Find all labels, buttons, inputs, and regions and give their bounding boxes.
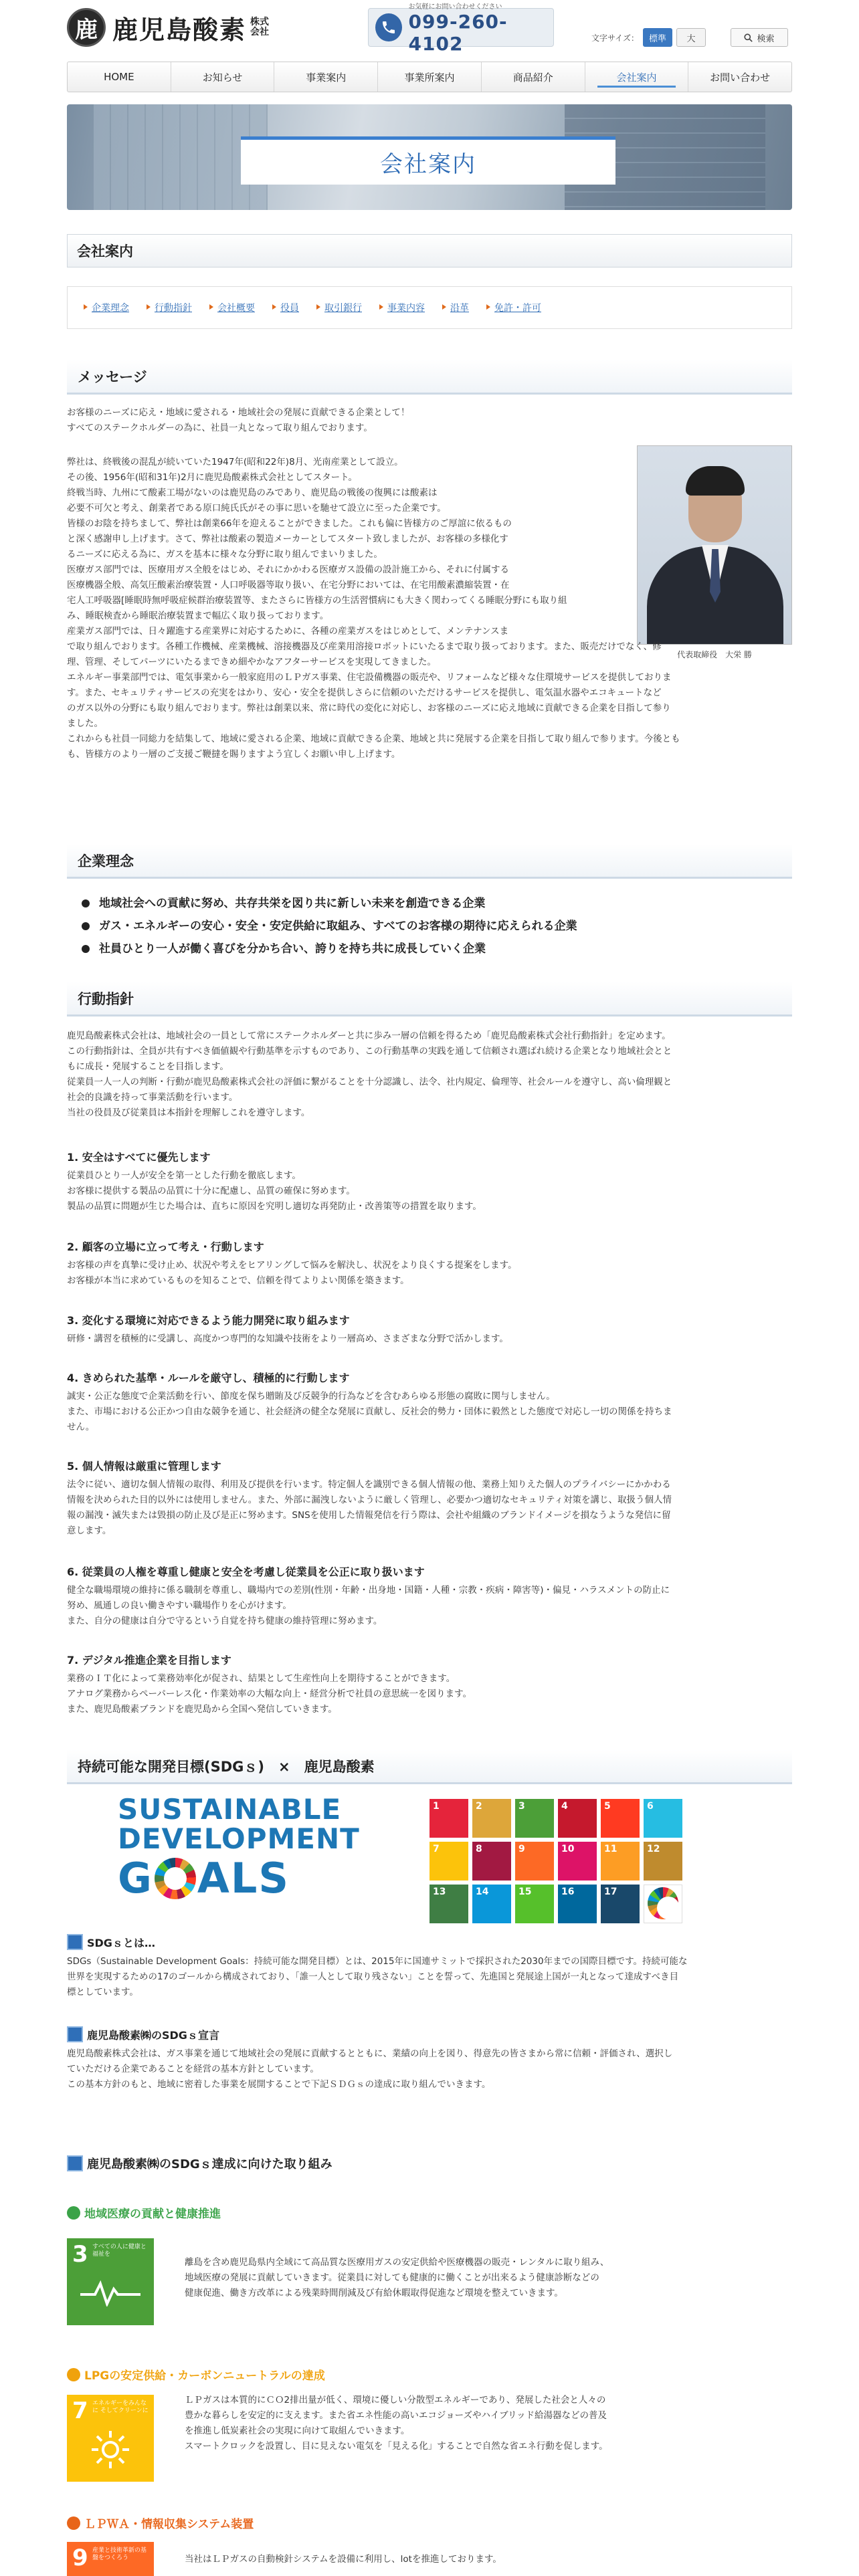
sdg-goal-tile: 16 bbox=[558, 1885, 597, 1923]
phone-number: 099-260-4102 bbox=[408, 10, 508, 55]
sdg-goal-tile: 2 bbox=[472, 1799, 511, 1838]
search-button[interactable] bbox=[731, 28, 788, 47]
sdg-goal-tile: 9 bbox=[515, 1842, 554, 1881]
sdgs-wheel-tile-icon bbox=[644, 1885, 682, 1923]
nav-home[interactable]: HOME bbox=[68, 62, 171, 92]
link-philosophy[interactable]: 企業理念 bbox=[84, 301, 129, 314]
link-licenses[interactable]: 免許・許可 bbox=[486, 301, 541, 314]
sdg-goal-tile: 13 bbox=[430, 1885, 468, 1923]
sdg-goal-9-icon: 9 産業と技術革新の基盤をつくろう bbox=[67, 2542, 154, 2576]
guideline-item-3: 3. 変化する環境に対応できるよう能力開発に取り組みます 研修・講習を積極的に受講し、高度かつ専門的な知識や技術をより一層高め、さまざまな分野で活かします。 bbox=[67, 1314, 508, 1344]
section-heading-philosophy: 企業理念 bbox=[67, 844, 792, 879]
section-heading-message: メッセージ bbox=[67, 360, 792, 395]
search-label: 検索 bbox=[757, 33, 775, 44]
phone-note: お気軽にお問い合わせください bbox=[408, 3, 502, 11]
sdg-goal-tile: 14 bbox=[472, 1885, 511, 1923]
sdg-goal-tile: 4 bbox=[558, 1799, 597, 1838]
link-history[interactable]: 沿革 bbox=[442, 301, 469, 314]
guideline-item-2: 2. 顧客の立場に立って考え・行動します お客様の声を真摯に受け止め、状況や考えをヒアリングして悩みを解決し、状況をより良くする提案をします。 お客様が本当に求めているものを知ることで、信頼を得てよりよい関係を築きます。 bbox=[67, 1241, 517, 1286]
sdg-goal-tile: 11 bbox=[601, 1842, 640, 1881]
nav-contact[interactable]: お問い合わせ bbox=[710, 71, 771, 84]
logo-sub: 株式 会社 bbox=[250, 17, 270, 37]
global-nav bbox=[67, 62, 792, 92]
message-body-top: 弊社は、終戦後の混乱が続いていた1947年(昭和22年)8月、光南産業として設立。 その後、1956年(昭和31年)2月に鹿児島酸素株式会社としてスタート。 終戦当時、九州にて酸素工場がないのは鹿児島のみであり、鹿児島の戦後の復興には酸素は 必要不可欠と考え、創業者である原口純氏氏がその事に思いを馳せて設立に至った企業です。 皆様のお陰を持ちまして、弊社は創業66年を迎えることができました。これも偏に皆様方のご厚誼に依るもの と深く感謝申し上げます。さて、弊社は酸素の製造メーカーとしてスタート致しましたが、お客様の多様化す るニーズに応える為に、ガスを基本に様々な分野に取り組んでまいりました。 医療ガス部門では、医療用ガス全般をはじめ、それにかかわる医療ガス設備の設計施工から、それに付属する 医療機器全般、高気圧酸素治療装置・人口呼吸器等取り扱い、在宅分野においては、在宅用酸素濃縮装置・在 宅人工呼吸器[睡眠時無呼吸症候群治療装置等、またさらに皆様方の生活習慣病にも大きく関わってくる睡眠分野にも取り組 み、睡眠検査から睡眠治療装置まで幅広く取り扱っております。 産業ガス部門では、日々躍進する産業界に対応するために、各種の産業ガスをはじめとして、メンテナンスま bbox=[67, 457, 567, 637]
link-guideline[interactable]: 行動指針 bbox=[147, 301, 192, 314]
square-icon bbox=[67, 2026, 83, 2042]
message-body-bottom: で取り組んでおります。各種工作機械、産業機械、溶接機器及び産業用溶接ロボットにいたるまで取り扱っております。また、販売だけでなく、修 理、管理、そしてパーツにいたるまできめ細やかなアフターサービスを実現してきました。 エネルギー事業部門では、電気事業から一般家庭用のＬＰガス事業、住宅設備機器の販売や、リフォームなど様々な住環境サービスを提供しておりま す。また、セキュリティサービスの充実をはかり、安心・安全を提供しさらに信頼のいただけるサービスを提供し、電気温水器やエコキュートなど のガス以外の分野にも取り組んでおります。弊社は創業以来、常に時代の変化に対応し、お客様のニーズに応え地域に貢献できる企業を目指して参り ました。 これからも社員一同総力を結集して、地域に愛される企業、地域に貢献できる企業、地域と共に発展する企業を目指して取り組んで参ります。今後とも も、皆様方のより一層のご支援ご鞭撻を賜りますよう宜しくお願い申し上げます。 bbox=[67, 641, 680, 760]
sdg-goal-tile: 8 bbox=[472, 1842, 511, 1881]
sdgs-actions-heading: 鹿児島酸素㈱のSDGｓ達成に向けた取り組み bbox=[67, 2155, 792, 2172]
sdg-goal-tile: 7 bbox=[430, 1842, 468, 1881]
circle-icon bbox=[67, 2368, 80, 2381]
link-banks[interactable]: 取引銀行 bbox=[316, 301, 362, 314]
sdgs-logo: SUSTAINABLE DEVELOPMENT G ALS bbox=[118, 1793, 360, 1903]
link-overview[interactable]: 会社概要 bbox=[209, 301, 255, 314]
square-icon bbox=[67, 1934, 83, 1950]
nav-offices[interactable]: 事業所案内 bbox=[378, 62, 482, 92]
guideline-item-5: 5. 個人情報は厳重に管理します 法令に従い、適切な個人情報の取得、利用及び提供を行います。特定個人を識別できる個人情報の他、業務上知りえた個人のプライバシーにかかわる 情報を決められた目的以外には使用しません。また、外部に漏洩しないように厳しく管理し、必要かつ適切なセキュリティ対策を講じ、取扱う個人情 報の漏洩・滅失または毀損の防止及び是正に努めます。SNSを使用した情報発信を行う際は、会社や組織のブランドイメージを損なうような発信に留 意します。 bbox=[67, 1460, 672, 1536]
sdg-goal-tile: 15 bbox=[515, 1885, 554, 1923]
phone-banner[interactable] bbox=[368, 3, 554, 55]
circle-icon bbox=[67, 2206, 80, 2220]
sdg-goal-tile: 12 bbox=[644, 1842, 682, 1881]
circle-icon bbox=[67, 2516, 80, 2530]
list-item: ガス・エネルギーの安心・安全・安定供給に取組み、すべてのお客様の期待に応えられる企業 bbox=[67, 915, 792, 938]
sdg-goal-tile: 17 bbox=[601, 1885, 640, 1923]
sdg-goal-tile: 6 bbox=[644, 1799, 682, 1838]
logo[interactable] bbox=[67, 8, 269, 47]
font-standard-button[interactable]: 標準 bbox=[643, 28, 672, 47]
section-heading-sdgs: 持続可能な開発目標(SDGｓ) × 鹿児島酸素 bbox=[67, 1749, 792, 1784]
search-icon bbox=[744, 33, 753, 42]
guideline-item-1: 1. 安全はすべてに優先します 従業員ひとり一人が安全を第一とした行動を徹底します。 お客様に提供する製品の品質に十分に配慮し、品質の確保に努めます。 製品の品質に問題が生じた場合は、直ちに原因を究明し適切な再発防止・改善策等の措置を取ります。 bbox=[67, 1151, 482, 1212]
section-heading-company: 会社案内 bbox=[67, 234, 792, 267]
sdg-goal-7-icon: 7 エネルギーをみんなに そしてクリーンに bbox=[67, 2395, 154, 2482]
message-intro: お客様のニーズに応え・地域に愛される・地域社会の発展に貢献できる企業として！ すべてのステークホルダーの為に、社員一丸となって取り組んでおります。 bbox=[67, 407, 410, 433]
sdg-goal-tile: 3 bbox=[515, 1799, 554, 1838]
anchor-links bbox=[67, 286, 792, 329]
photo-caption: 代表取締役 大栄 勝 bbox=[677, 650, 752, 659]
font-size-switcher bbox=[591, 28, 706, 47]
sdgs-declaration: 鹿児島酸素㈱のSDGｓ宣言 鹿児島酸素株式会社は、ガス事業を通じて地域社会の発展に貢献するとともに、業績の向上を図り、得意先の皆さまから常に信頼・評価され、選択し ていただける企業であることを経営の基本方針としています。 この基本方針のもと、地域に密着した事業を展開することで下記ＳＤＧｓの達成に取り組んでいきます。 bbox=[67, 2026, 792, 2092]
sdg-goal-tile: 10 bbox=[558, 1842, 597, 1881]
nav-company[interactable]: 会社案内 bbox=[585, 62, 689, 92]
logo-text: 鹿児島酸素 bbox=[112, 15, 247, 45]
sdgs-action-lpg: LPGの安定供給・カーボンニュートラルの達成 7 エネルギーをみんなに そしてクリーンに ＬＰガスは本質的にＣＯ2排出量が低く、環境に優しい分散型エネルギーであり、発展した社会と人々の 豊かな暮らしを安定的に支えます。また省エネ性能の高いエコジョーズやハイブリッド給湯器などの普及 を推進し低炭素社会の実現に向けて取組んでいきます。 スマートクロックを設置し、目に見えない電気を「見える化」することで自然な省エネ行動を促します。 bbox=[67, 2366, 792, 2482]
nav-products[interactable]: 商品紹介 bbox=[482, 62, 585, 92]
font-large-button[interactable]: 大 bbox=[676, 28, 706, 47]
phone-icon bbox=[375, 13, 402, 41]
sdgs-goal-grid bbox=[430, 1799, 684, 1923]
sdg-goal-tile: 5 bbox=[601, 1799, 640, 1838]
list-item: 地域社会への貢献に努め、共存共栄を図り共に新しい未来を創造できる企業 bbox=[67, 892, 792, 915]
sdgs-action-health: 地域医療の貢献と健康推進 3 すべての人に健康と福祉を 離島を含め鹿児島県内全域にて高品質な医療用ガスの安定供給や医療機器の販売・レンタルに取り組み、 地域医療の発展に貢献していきます。従業員に対しても健康的に働くことが出来るよう健康診断などの 健康促進、働き方改革による残業時間削減及び有給休暇取得促進など環境を整えていきます。 bbox=[67, 2204, 792, 2325]
list-item: 社員ひとり一人が働く喜びを分かち合い、誇りを持ち共に成長していく企業 bbox=[67, 938, 792, 960]
font-size-label: 文字サイズ： bbox=[591, 33, 640, 43]
link-business[interactable]: 事業内容 bbox=[379, 301, 425, 314]
section-heading-guideline: 行動指針 bbox=[67, 982, 792, 1016]
sdgs-wheel-icon bbox=[155, 1858, 196, 1899]
president-photo bbox=[637, 445, 792, 645]
guideline-item-4: 4. きめられた基準・ルールを厳守し、積極的に行動します 誠実・公正な態度で企業活動を行い、節度を保ち贈賄及び反競争的行為などを含むあらゆる形態の腐敗に関与しません。 また、市場における公正かつ自由な競争を通じ、社会経済の健全な発展に貢献し、反社会的勢力・団体に毅然とした態度で対応し一切の関係を持ちま せん。 bbox=[67, 1372, 672, 1432]
sdgs-what: SDGｓとは… SDGs（Sustainable Development Goals：持続可能な開発目標）とは、2015年に国連サミットで採択された2030年までの国際目標です。持続可能な 世界を実現するための17のゴールから構成されており、「誰一人として取り残さない」ことを誓って、先進国と発展途上国が一丸となって達成すべき目 標としています。 bbox=[67, 1934, 792, 2000]
sdg-goal-tile: 1 bbox=[430, 1799, 468, 1838]
sdgs-action-lpwa: ＬＰＷＡ・情報収集システム装置 9 産業と技術革新の基盤をつくろう 当社はＬＰガスの自動検針システムを設備に利用し、lotを推進しております。 bbox=[67, 2514, 792, 2576]
message-top bbox=[67, 455, 792, 659]
sdg-goal-3-icon: 3 すべての人に健康と福祉を bbox=[67, 2238, 154, 2325]
guideline-item-7: 7. デジタル推進企業を目指します 業務のＩＴ化によって業務効率化が促され、結果として生産性向上を期待することができます。 アナログ業務からペーパーレス化・作業効率の大幅な向上・経営分析で社員の意思統一を図ります。 また、鹿児島酸素ブランドを鹿児島から全国へ発信していきます。 bbox=[67, 1654, 472, 1715]
site-header bbox=[67, 5, 792, 56]
guideline-item-6: 6. 従業員の人権を尊重し健康と安全を考慮し従業員を公正に取り扱います 健全な職場環境の維持に係る職制を尊重し、職場内での差別(性別・年齢・出身地・国籍・人種・宗教・疾病・障害等)・偏見・ハラスメントの防止に 努め、風通しの良い働きやすい職場作りを心がけます。 また、自分の健康は自分で守るという自覚を持ち健康の維持管理に努めます。 bbox=[67, 1566, 670, 1626]
guideline-intro: 鹿児島酸素株式会社は、地域社会の一員として常にステークホルダーと共に歩み一層の信頼を得るため「鹿児島酸素株式会社行動指針」を定めます。 この行動指針は、全員が共有すべき価値観や行動基準を示すものであり、この行動基準の実践を通して信頼され選ばれ続ける企業となり地域社会とと もに成長・発展することを目指します。 従業員一人一人の判断・行動が鹿児島酸素株式会社の評価に繋がることを十分認識し、法令、社内規定、倫理等、社会ルールを遵守し、高い倫理観と 社会的良識を持って事業活動を行います。 当社の役員及び従業員は本指針を理解しこれを遵守します。 bbox=[67, 1031, 672, 1118]
nav-business[interactable]: 事業案内 bbox=[274, 62, 378, 92]
square-icon bbox=[67, 2155, 83, 2171]
logo-mark-icon: 鹿 bbox=[67, 8, 106, 47]
page-title: 会社案内 bbox=[241, 136, 615, 185]
philosophy-list bbox=[67, 892, 792, 960]
link-officers[interactable]: 役員 bbox=[272, 301, 299, 314]
hero-banner bbox=[67, 104, 792, 210]
nav-news[interactable]: お知らせ bbox=[171, 62, 275, 92]
